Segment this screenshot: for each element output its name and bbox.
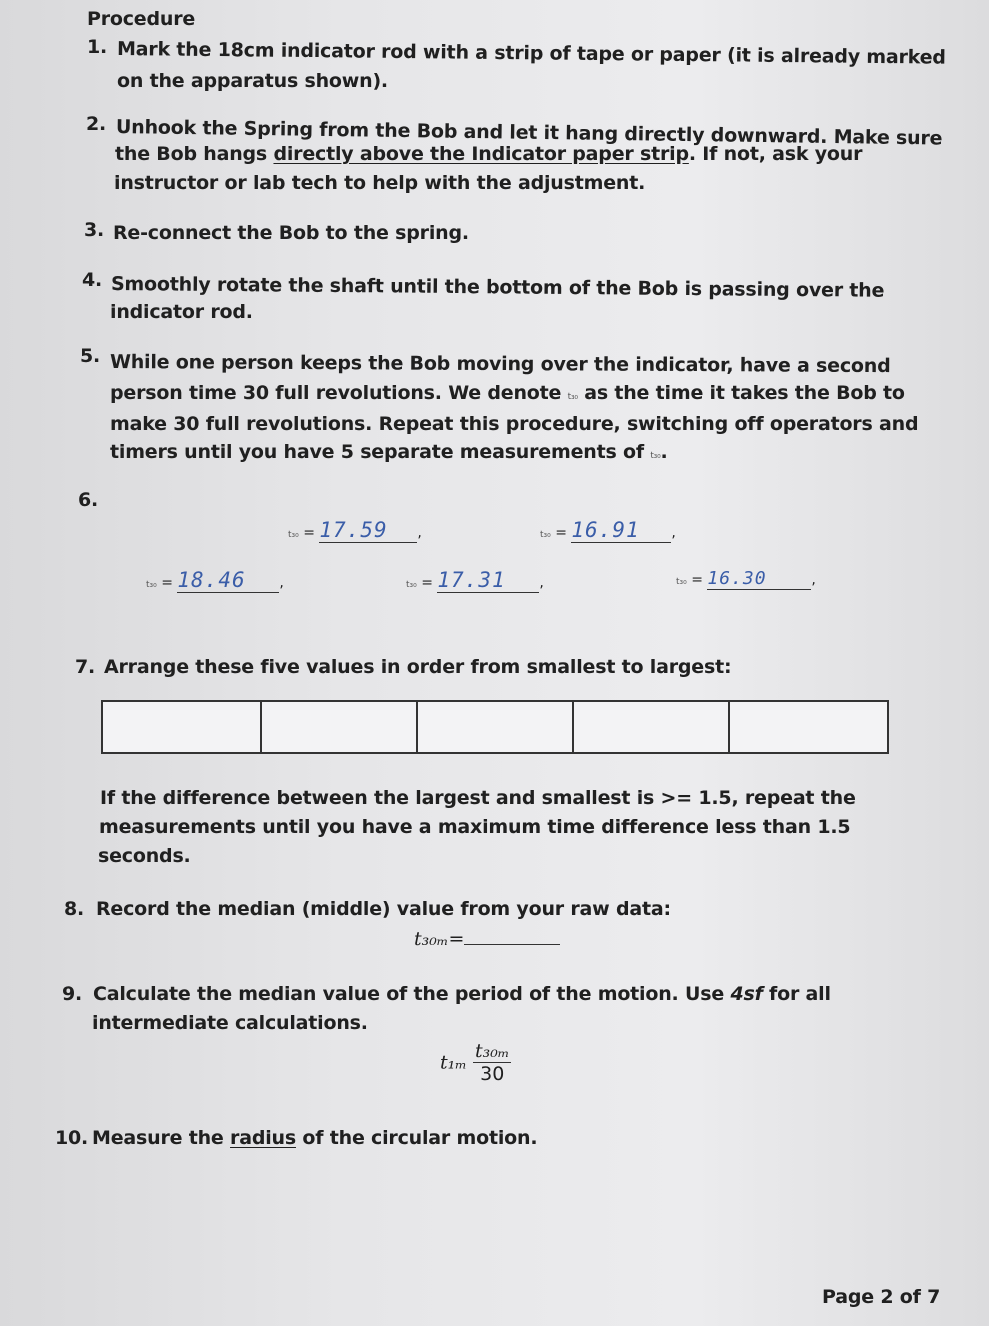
- ordering-cell-5[interactable]: [728, 702, 887, 752]
- t30m-label: t₃₀ₘ=: [414, 928, 465, 950]
- note-line3: seconds.: [98, 845, 191, 867]
- comma: ,: [279, 575, 284, 591]
- ordering-cell-3[interactable]: [416, 702, 573, 752]
- equals-sign: =: [161, 575, 173, 591]
- step-5-line2: [110, 379, 905, 412]
- period-formula: [440, 1040, 511, 1085]
- step-4-number: 4.: [82, 269, 103, 291]
- step-10-line1-a: Measure the: [92, 1127, 231, 1149]
- step-5-line2-b: as the time it takes the Bob to: [577, 382, 905, 404]
- step-2-line1: Unhook the Spring from the Bob and let it hang directly downward. Make sure: [115, 116, 943, 150]
- step-5-line4-a: timers until you have 5 separate measurements of: [110, 441, 651, 463]
- t30-symbol: t₃₀: [406, 580, 417, 590]
- step-9-4sf: 4sf: [730, 983, 763, 1005]
- step-1-line1: Mark the 18cm indicator rod with a strip of tape or paper (it is already marked: [116, 38, 946, 69]
- ordering-cell-2[interactable]: [260, 702, 417, 752]
- step-1-line2: on the apparatus shown).: [117, 70, 388, 92]
- measurement-value-2: 16.91: [571, 518, 671, 543]
- ordering-table: [101, 700, 889, 754]
- step-2-line2-b: . If not, ask your: [688, 143, 863, 165]
- step-2-underlined: directly above the Indicator paper strip: [273, 143, 689, 165]
- step-3-line1: Re-connect the Bob to the spring.: [113, 222, 469, 244]
- step-9-line1-c: for all: [762, 983, 831, 1005]
- step-5-line4-b: .: [660, 441, 668, 463]
- page-number-total: of 7: [893, 1286, 941, 1308]
- t30-symbol: t₃₀: [288, 530, 299, 540]
- step-7-line1: Arrange these five values in order from smallest to largest:: [104, 656, 732, 678]
- step-10-line1: [92, 1124, 537, 1153]
- measurement-field-3[interactable]: [146, 568, 284, 593]
- step-10-number: 10.: [55, 1127, 89, 1149]
- t30-symbol: t₃₀: [567, 392, 578, 402]
- step-9-line1: [93, 980, 831, 1009]
- formula-denominator: 30: [480, 1063, 505, 1085]
- step-9-line2: intermediate calculations.: [92, 1012, 368, 1034]
- note-line2: measurements until you have a maximum time difference less than 1.5: [99, 816, 851, 838]
- step-5-line4: [110, 438, 668, 471]
- t30-symbol: t₃₀: [650, 451, 661, 461]
- median-field[interactable]: [414, 928, 560, 950]
- page-number: [822, 1283, 940, 1312]
- ordering-cell-1[interactable]: [103, 702, 260, 752]
- step-9-number: 9.: [62, 983, 83, 1005]
- note-line1: If the difference between the largest and smallest is >= 1.5, repeat the: [100, 787, 856, 809]
- step-8-number: 8.: [64, 898, 85, 920]
- measurement-field-5[interactable]: [676, 568, 816, 590]
- comma: ,: [539, 575, 544, 591]
- step-4-line2: indicator rod.: [110, 301, 253, 323]
- step-2-line2: [115, 140, 862, 169]
- t30-symbol: t₃₀: [146, 580, 157, 590]
- step-3-number: 3.: [84, 219, 105, 241]
- page-number-current: 2: [880, 1286, 894, 1308]
- equals-sign: =: [303, 525, 315, 541]
- step-2-number: 2.: [86, 113, 107, 135]
- t30-symbol: t₃₀: [540, 530, 551, 540]
- comma: ,: [417, 525, 422, 541]
- median-blank[interactable]: [464, 944, 560, 945]
- step-9-line1-a: Calculate the median value of the period of the motion. Use: [93, 983, 731, 1005]
- step-5-line3: make 30 full revolutions. Repeat this procedure, switching off operators and: [110, 413, 919, 435]
- step-5-line1: While one person keeps the Bob moving over the indicator, have a second: [109, 351, 891, 378]
- step-8-line1: Record the median (middle) value from your raw data:: [96, 898, 671, 920]
- measurement-value-4: 17.31: [437, 568, 539, 593]
- step-10-radius: radius: [230, 1127, 296, 1149]
- measurement-value-1: 17.59: [319, 518, 417, 543]
- step-7-number: 7.: [75, 656, 96, 678]
- formula-fraction: [473, 1040, 512, 1085]
- step-5-line2-a: person time 30 full revolutions. We denote: [110, 382, 568, 404]
- measurement-field-4[interactable]: [406, 568, 544, 593]
- equals-sign: =: [421, 575, 433, 591]
- page-heading: Procedure: [87, 8, 196, 30]
- step-2-line2-a: the Bob hangs: [115, 143, 274, 165]
- formula-lhs: t₁ₘ: [440, 1051, 467, 1074]
- comma: ,: [811, 572, 816, 588]
- equals-sign: =: [555, 525, 567, 541]
- formula-numerator: t₃₀ₘ: [474, 1040, 510, 1062]
- step-5-number: 5.: [80, 345, 101, 367]
- t30-symbol: t₃₀: [676, 577, 687, 587]
- step-10-line1-b: of the circular motion.: [295, 1127, 538, 1149]
- step-1-number: 1.: [87, 36, 108, 58]
- comma: ,: [671, 525, 676, 541]
- measurement-value-5: 16.30: [707, 568, 811, 590]
- measurement-field-1[interactable]: [288, 518, 422, 543]
- ordering-cell-4[interactable]: [572, 702, 729, 752]
- measurement-field-2[interactable]: [540, 518, 676, 543]
- page-number-prefix: Page: [822, 1286, 881, 1308]
- equals-sign: =: [691, 572, 703, 588]
- step-2-line3: instructor or lab tech to help with the adjustment.: [114, 172, 646, 194]
- measurement-value-3: 18.46: [177, 568, 279, 593]
- step-4-line1: Smoothly rotate the shaft until the bottom of the Bob is passing over the: [110, 273, 885, 302]
- step-6-number: 6.: [78, 489, 99, 511]
